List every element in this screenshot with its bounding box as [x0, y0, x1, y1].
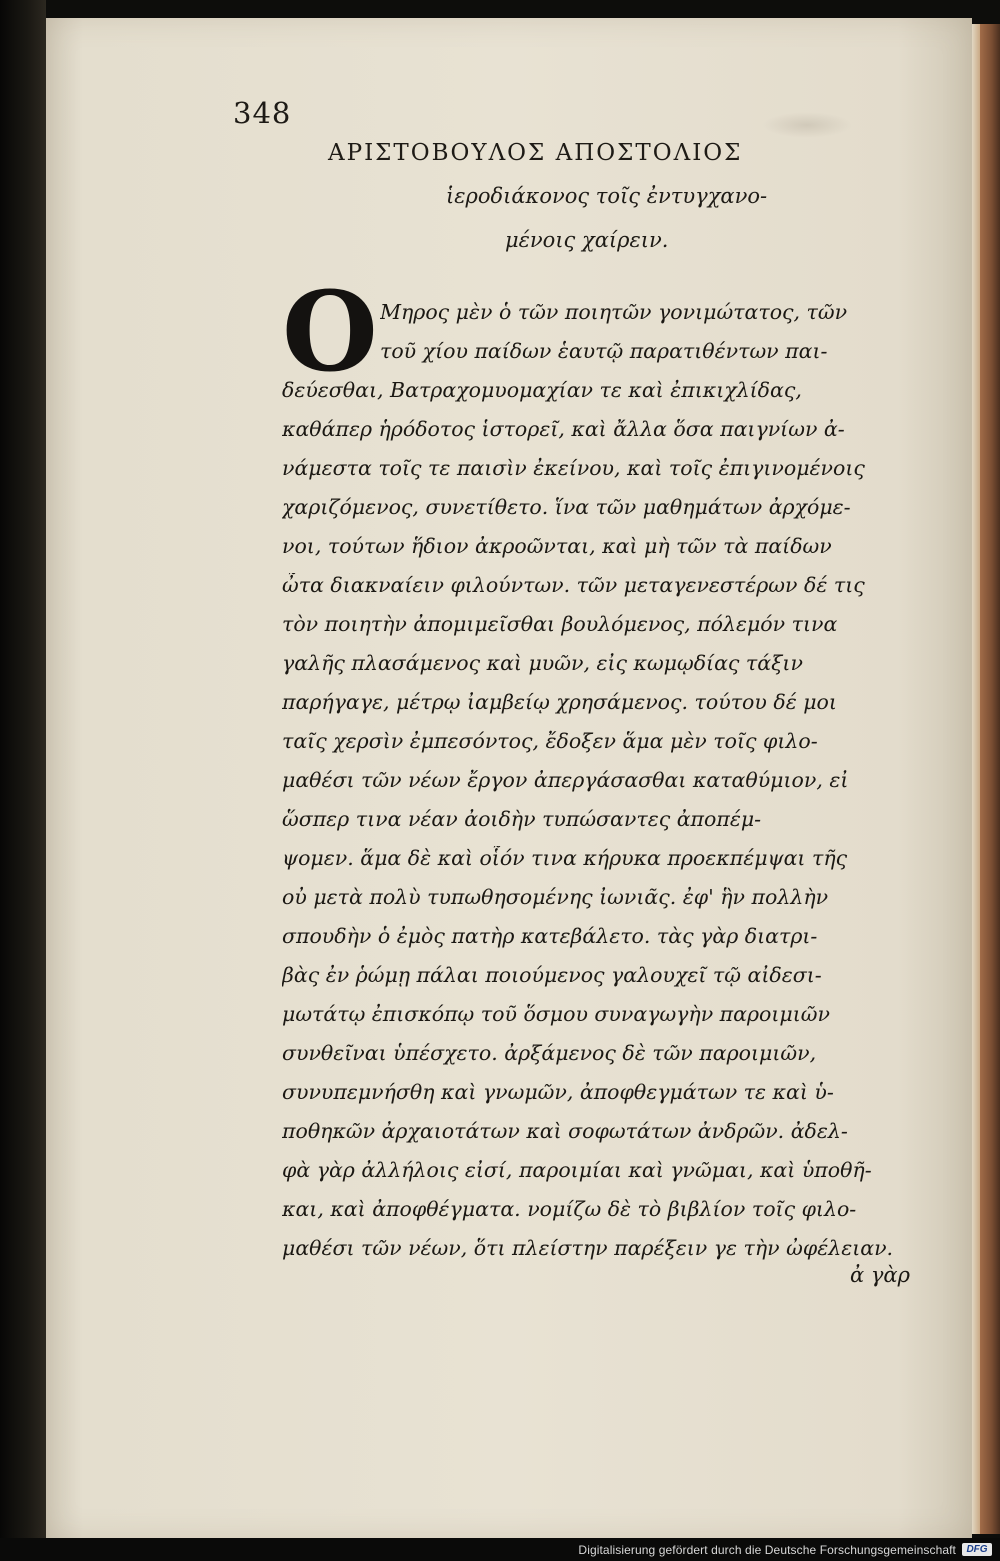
text-line: Μηρος μὲν ὁ τῶν ποιητῶν γονιμώτατος, τῶν: [380, 300, 848, 324]
text-line: τὸν ποιητὴν ἀπομιμεῖσθαι βουλόμενος, πόλεμόν τινα: [282, 612, 838, 636]
text-line: βὰς ἐν ῥώμῃ πάλαι ποιούμενος γαλουχεῖ τῷ αἰδεσι-: [282, 963, 822, 987]
page-heading: ΑΡΙΣΤΟΒΟΥΛΟΣ ΑΠΟΣΤΟΛΙΟΣ: [328, 140, 743, 166]
subtitle-line-2: μένοις χαίρειν.: [505, 228, 669, 252]
text-line: παρήγαγε, μέτρῳ ἰαμβείῳ χρησάμενος. τούτου δέ μοι: [282, 690, 837, 714]
text-line: νάμεστα τοῖς τε παισὶν ἐκείνου, καὶ τοῖς ἐπιγινομένοις: [282, 456, 865, 480]
text-line: οὐ μετὰ πολὺ τυπωθησομένης ἰωνιᾶς. ἐφ' ἣν πολλὴν: [282, 885, 829, 909]
text-line: ποθηκῶν ἀρχαιοτάτων καὶ σοφωτάτων ἀνδρῶν. ἀδελ-: [282, 1119, 848, 1143]
text-line: σπουδὴν ὁ ἐμὸς πατὴρ κατεβάλετο. τὰς γὰρ διατρι-: [282, 924, 818, 948]
text-line: νοι, τούτων ἥδιον ἀκροῶνται, καὶ μὴ τῶν τὰ παίδων: [282, 534, 832, 558]
text-line: ὦτα διακναίειν φιλούντων. τῶν μεταγενεστέρων δέ τις: [282, 573, 865, 597]
text-line: μαθέσι τῶν νέων ἔργον ἀπεργάσασθαι καταθύμιον, εἰ: [282, 768, 849, 792]
text-line: ταῖς χερσὶν ἐμπεσόντος, ἔδοξεν ἅμα μὲν τοῖς φιλο-: [282, 729, 818, 753]
catchword: ἀ γὰρ: [850, 1263, 910, 1287]
text-line: συνυπεμνήσθη καὶ γνωμῶν, ἀποφθεγμάτων τε καὶ ὑ-: [282, 1080, 834, 1104]
page-number: 348: [233, 96, 292, 130]
text-line: φὰ γὰρ ἀλλήλοις εἰσί, παροιμίαι καὶ γνῶμαι, καὶ ὑποθῆ-: [282, 1158, 872, 1182]
text-line: γαλῆς πλασάμενος καὶ μυῶν, εἰς κωμῳδίας τάξιν: [282, 651, 803, 675]
text-line: συνθεῖναι ὑπέσχετο. ἀρξάμενος δὲ τῶν παροιμιῶν,: [282, 1041, 817, 1065]
text-line: ψομεν. ἅμα δὲ καὶ οἷόν τινα κήρυκα προεκπέμψαι τῆς: [282, 846, 848, 870]
text-line: μαθέσι τῶν νέων, ὅτι πλείστην παρέξειν γε τὴν ὠφέλειαν.: [282, 1236, 894, 1260]
text-line: καθάπερ ἡρόδοτος ἱστορεῖ, καὶ ἄλλα ὅσα παιγνίων ἀ-: [282, 417, 845, 441]
text-line: δεύεσθαι, Βατραχομυομαχίαν τε καὶ ἐπικιχλίδας,: [282, 378, 802, 402]
text-line: και, καὶ ἀποφθέγματα. νομίζω δὲ τὸ βιβλίον τοῖς φιλο-: [282, 1197, 857, 1221]
text-line: τοῦ χίου παίδων ἑαυτῷ παρατιθέντων παι-: [380, 339, 828, 363]
text-line: μωτάτῳ ἐπισκόπῳ τοῦ ὅσμου συναγωγὴν παροιμιῶν: [282, 1002, 830, 1026]
drop-cap-initial: O: [282, 267, 378, 396]
subtitle-line-1: ἱεροδιάκονος τοῖς ἐντυγχανο-: [446, 184, 768, 208]
digitization-credit: Digitalisierung gefördert durch die Deutsche Forschungsgemeinschaft: [578, 1543, 956, 1557]
text-line: χαριζόμενος, συνετίθετο. ἵνα τῶν μαθημάτων ἀρχόμε-: [282, 495, 851, 519]
text-line: ὥσπερ τινα νέαν ἀοιδὴν τυπώσαντες ἀποπέμ-: [282, 807, 762, 831]
dfg-logo: DFG: [962, 1543, 992, 1556]
